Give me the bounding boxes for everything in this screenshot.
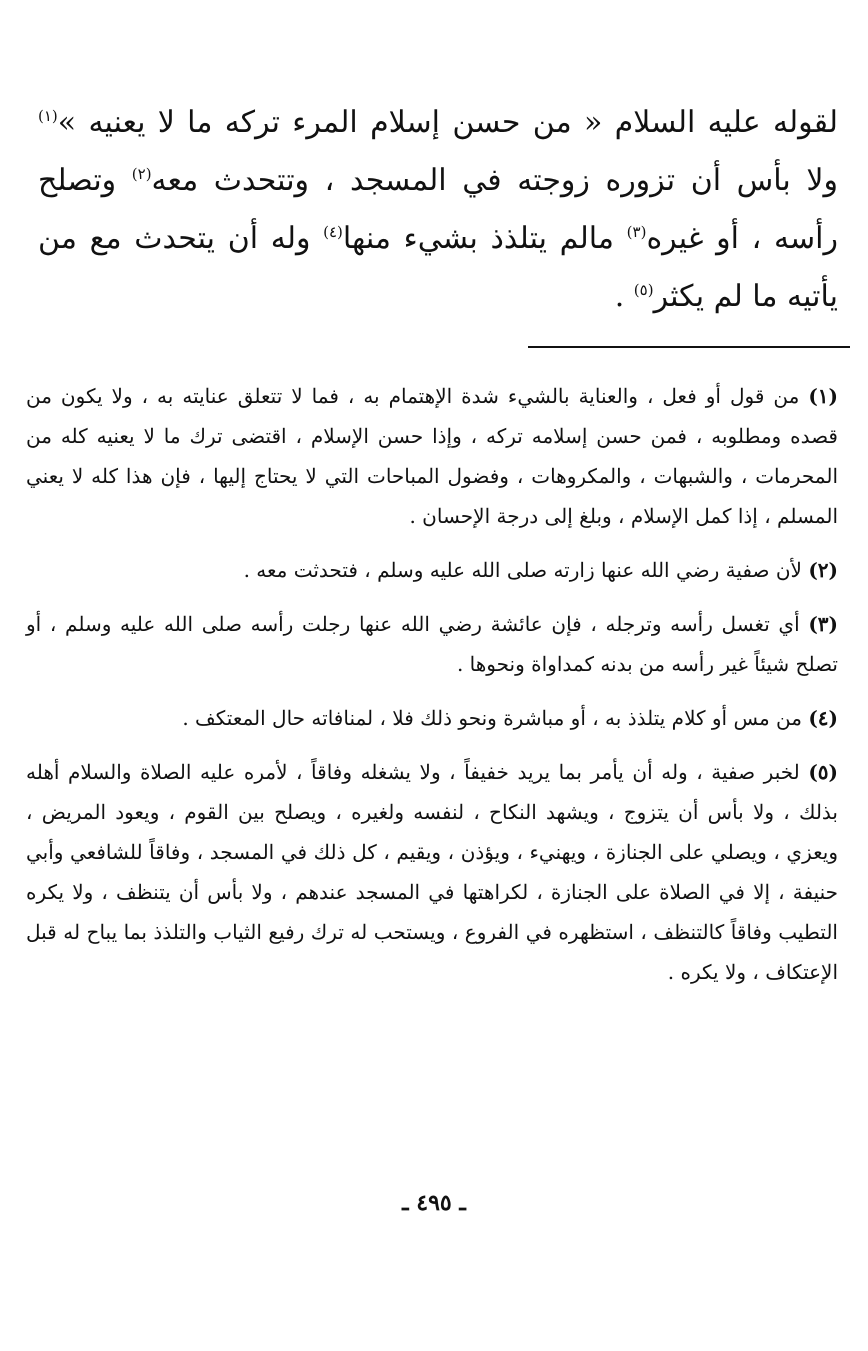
main-text-segment: وتصلح رأسه ، أو غيره [38,163,838,256]
footnote-number: (٥) [808,760,838,784]
footnote-text: من مس أو كلام يتلذذ به ، أو مباشرة ونحو ذلك فلا ، لمنافاته حال المعتكف . [182,706,809,730]
footnote-4 [26,698,838,738]
page-number: ـ ٤٩٥ ـ [402,1190,466,1216]
footnote-number: (٤) [808,706,838,730]
footnote-divider [528,346,850,348]
main-text-block [38,94,838,326]
footnote-5 [26,752,838,992]
footnote-reference: (٢) [131,165,152,183]
footnote-2 [26,550,838,590]
main-text-segment: لقوله عليه السلام « من حسن إسلام المرء تركه ما لا يعنيه » [57,105,838,140]
footnote-number: (٣) [808,612,839,636]
footnote-number: (٢) [808,558,838,582]
footnote-3 [26,604,838,684]
footnote-reference: (٣) [626,223,647,241]
main-text-segment: وله أن يتحدث مع من يأتيه ما لم يكثر [38,221,838,314]
footnote-reference: (٤) [323,223,343,241]
footnote-reference: (٥) [633,281,654,299]
footnotes-section [26,376,838,1006]
main-text-segment: ولا بأس أن تزوره زوجته في المسجد ، وتتحدث معه [151,163,838,198]
footnote-text: لخبر صفية ، وله أن يأمر بما يريد خفيفاً ، ولا يشغله وفاقاً ، لأمره عليه الصلاة والسلام أهله بذلك ، ولا بأس أن يتزوج ، ويشهد النكاح ، لنفسه ولغيره ، ويصلح بين القوم ، ويعود المريض ، ويعزي ، ويصلي على الجنازة ، ويهنيء ، ويؤذن ، ويقيم ، كل ذلك في المسجد ، وفاقاً للشافعي وأبي حنيفة ، إلا في الصلاة على الجنازة ، لكراهتها في المسجد عندهم ، ولا بأس أن يتنظف ، ولا يكره التطيب وفاقاً كالتنظف ، استظهره في الفروع ، ويستحب له ترك رفيع الثياب والتلذذ بما يباح له قبل الإعتكاف ، ولا يكره . [26,760,838,984]
main-paragraph [38,94,838,326]
main-text-segment: . [614,279,634,314]
footnote-number: (١) [808,384,838,408]
footnote-reference: (١) [38,107,58,125]
footnote-text: أي تغسل رأسه وترجله ، فإن عائشة رضي الله عنها رجلت رأسه صلى الله عليه وسلم ، أو تصلح شيئاً غير رأسه من بدنه كمداواة ونحوها . [26,612,838,676]
footnote-text: من قول أو فعل ، والعناية بالشيء شدة الإهتمام به ، فما لا تتعلق عنايته به ، ولا يكون من قصده ومطلوبه ، فمن حسن إسلامه تركه ، وإذا حسن الإسلام ، اقتضى ترك ما لا يعنيه كله من المحرمات ، والشبهات ، والمكروهات ، وفضول المباحات التي لا يحتاج إليها ، فإن هذا كله لا يعني المسلم ، إذا كمل الإسلام ، وبلغ إلى درجة الإحسان . [26,384,838,528]
footnote-1 [26,376,838,536]
footnote-text: لأن صفية رضي الله عنها زارته صلى الله عليه وسلم ، فتحدثت معه . [243,558,809,582]
main-text-segment: مالم يتلذذ بشيء منها [342,221,627,256]
